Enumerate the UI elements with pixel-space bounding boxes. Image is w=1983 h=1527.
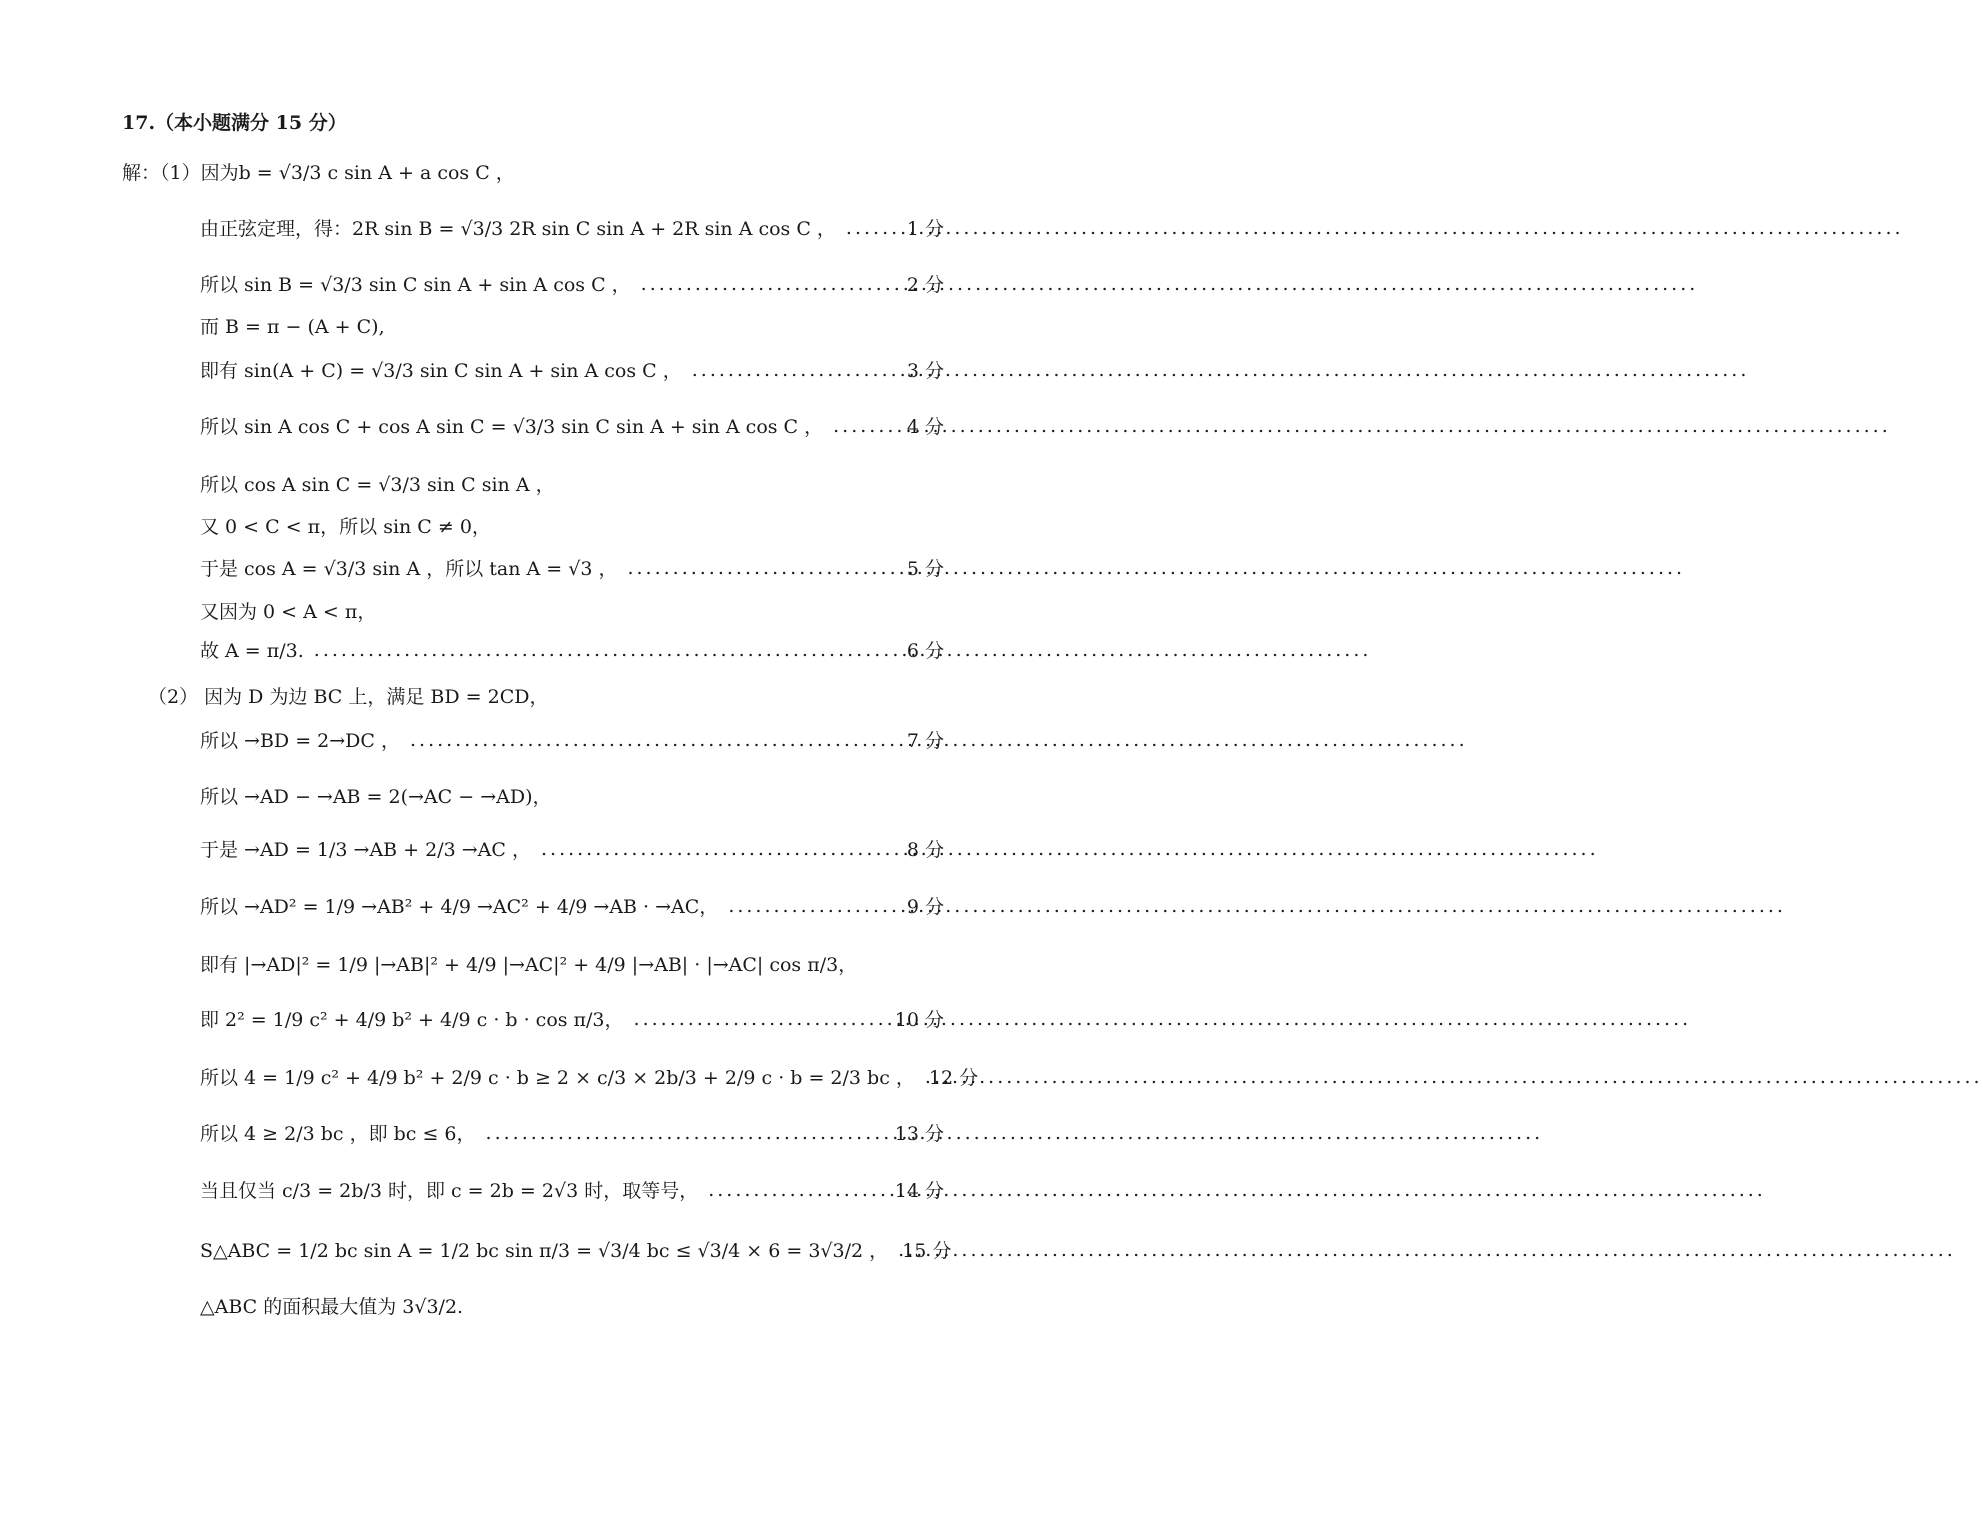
line-text: 所以 →AD² = 1/9 →AB² + 4/9 →AC² + 4/9 →AB · →AC， <box>200 896 719 918</box>
line-text: 解：（1）因为b = √3/3 c sin A + a cos C ， <box>122 162 515 184</box>
solution-line <box>200 636 944 663</box>
solution-line <box>200 554 944 581</box>
line-text: △ABC 的面积最大值为 3√3/2. <box>200 1296 464 1318</box>
line-text: 故 A = π/3. <box>200 640 304 662</box>
solution-line <box>200 1176 944 1203</box>
solution-line <box>200 512 944 539</box>
leader-dots <box>692 359 903 381</box>
solution-line <box>200 470 944 497</box>
solution-line <box>200 356 944 383</box>
leader-dots <box>627 557 902 579</box>
solution-line <box>200 312 944 339</box>
line-text: 所以 sin A cos C + cos A sin C = √3/3 sin C sin A + sin A cos C ， <box>200 416 824 438</box>
score-label: 3 分 <box>906 360 944 382</box>
line-text: 即 2² = 1/9 c² + 4/9 b² + 4/9 c · b · cos π/3， <box>200 1009 624 1031</box>
score-label: 8 分 <box>906 839 944 861</box>
line-text: 当且仅当 c/3 = 2b/3 时，即 c = 2b = 2√3 时，取等号， <box>200 1180 699 1202</box>
line-text: 所以 cos A sin C = √3/3 sin C sin A ， <box>200 474 555 496</box>
leader-dots <box>833 415 903 437</box>
line-text: 由正弦定理，得：2R sin B = √3/3 2R sin C sin A + 2R sin A cos C ， <box>200 218 836 240</box>
score-label: 13 分 <box>894 1123 944 1145</box>
score-label: 4 分 <box>906 416 944 438</box>
solution-line <box>200 214 944 241</box>
score-label: 12 分 <box>928 1067 979 1089</box>
problem-heading <box>122 108 944 135</box>
line-text: （2） 因为 D 为边 BC 上，满足 BD = 2CD， <box>148 686 549 708</box>
score-label: 14 分 <box>894 1180 944 1202</box>
leader-dots <box>641 273 903 295</box>
score-label: 15 分 <box>902 1240 952 1262</box>
solution-line <box>200 835 944 862</box>
solution-line <box>200 1236 952 1263</box>
solution-line <box>200 726 944 753</box>
line-text: S△ABC = 1/2 bc sin A = 1/2 bc sin π/3 = √3/4 bc ≤ √3/4 × 6 = 3√3/2 ， <box>200 1240 889 1262</box>
line-text: 即有 sin(A + C) = √3/3 sin C sin A + sin A cos C ， <box>200 360 682 382</box>
solution-line <box>200 892 944 919</box>
line-text: 又 0 < C < π，所以 sin C ≠ 0， <box>200 516 491 538</box>
line-text: 所以 sin B = √3/3 sin C sin A + sin A cos C ， <box>200 274 631 296</box>
leader-dots <box>314 639 903 661</box>
leader-dots <box>486 1122 891 1144</box>
solution-line <box>122 158 944 185</box>
score-label: 2 分 <box>906 274 944 296</box>
leader-dots <box>846 217 903 239</box>
line-text: 所以 4 = 1/9 c² + 4/9 b² + 2/9 c · b ≥ 2 × c/3 × 2b/3 + 2/9 c · b = 2/3 bc ， <box>200 1067 915 1089</box>
line-text: 所以 4 ≥ 2/3 bc ，即 bc ≤ 6， <box>200 1123 476 1145</box>
leader-dots <box>634 1008 891 1030</box>
line-text: 而 B = π − (A + C), <box>200 316 385 338</box>
solution-line <box>200 597 944 624</box>
score-label: 7 分 <box>906 730 944 752</box>
line-text: 于是 cos A = √3/3 sin A ，所以 tan A = √3 ， <box>200 558 618 580</box>
solution-line <box>200 1005 944 1032</box>
line-text: 于是 →AD = 1/3 →AB + 2/3 →AC ， <box>200 839 531 861</box>
leader-dots <box>410 729 903 751</box>
score-label: 9 分 <box>906 896 944 918</box>
solution-line <box>200 782 944 809</box>
solution-line <box>200 1063 979 1090</box>
solution-line <box>200 950 944 977</box>
score-label: 1 分 <box>906 218 944 240</box>
line-text: 所以 →AD − →AB = 2(→AC − →AD)， <box>200 786 552 808</box>
line-text: 又因为 0 < A < π， <box>200 601 377 623</box>
solution-line <box>200 412 944 439</box>
line-text: 所以 →BD = 2→DC ， <box>200 730 400 752</box>
solution-line <box>200 1119 944 1146</box>
score-label: 6 分 <box>906 640 944 662</box>
leader-dots <box>708 1179 891 1201</box>
solution-line <box>200 1292 944 1319</box>
score-label: 10 分 <box>894 1009 944 1031</box>
score-label: 5 分 <box>906 558 944 580</box>
solution-line <box>148 682 944 709</box>
leader-dots <box>541 838 903 860</box>
leader-dots <box>728 895 903 917</box>
heading-text: 17.（本小题满分 15 分） <box>122 112 347 134</box>
solution-line <box>200 270 944 297</box>
line-text: 即有 |→AD|² = 1/9 |→AB|² + 4/9 |→AC|² + 4/9 |→AB| · |→AC| cos π/3， <box>200 954 858 976</box>
